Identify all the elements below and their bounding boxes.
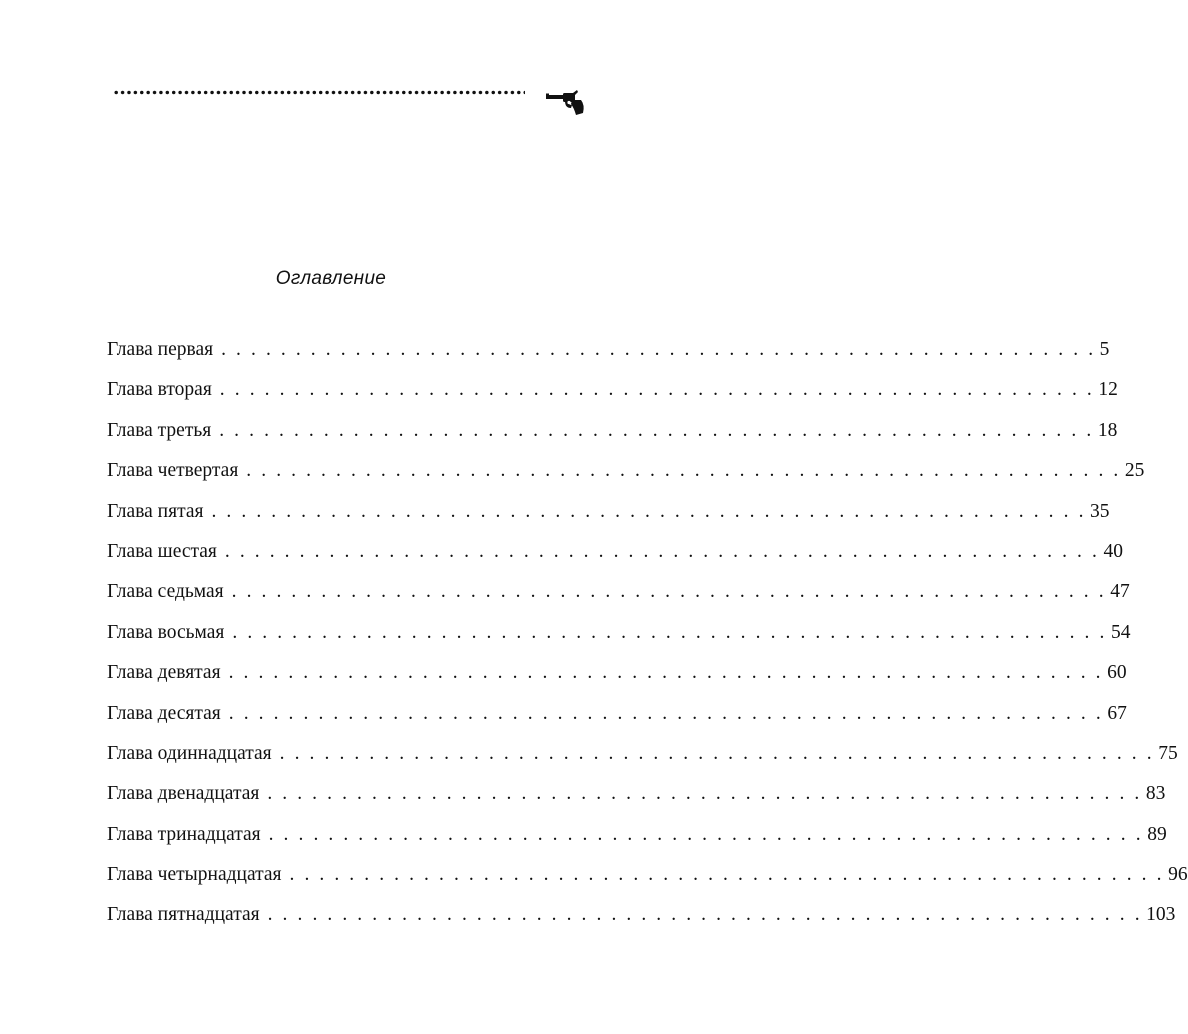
toc-entry-page: 103 [1146,904,1176,926]
toc-entry-label: Глава тринадцатая [107,823,261,845]
toc-dot-leader: . . . . . . . . . . . . . . . . . . . . . . . . . . . . . . . . . . . . . . . . . . . . . . . . . . . . . . . . . . . [219,379,1095,401]
toc-dot-leader: . . . . . . . . . . . . . . . . . . . . . . . . . . . . . . . . . . . . . . . . . . . . . . . . . . . . . . . . . . . [232,621,1107,643]
toc-entry-page: 47 [1110,581,1130,603]
toc-dot-leader: . . . . . . . . . . . . . . . . . . . . . . . . . . . . . . . . . . . . . . . . . . . . . . . . . . . . . . . . . . . [267,783,1142,805]
toc-entry-page: 89 [1147,823,1167,845]
toc-entry[interactable] [107,337,1110,377]
toc-entry-label: Глава девятая [107,662,221,684]
toc-entry-page: 83 [1145,783,1166,805]
toc-dot-leader: . . . . . . . . . . . . . . . . . . . . . . . . . . . . . . . . . . . . . . . . . . . . . . . . . . . . . . . . . . . [268,823,1144,845]
toc-entry[interactable] [107,741,1178,781]
toc-entry-label: Глава вторая [107,379,212,401]
toc-entry[interactable] [107,781,1166,821]
toc-entry[interactable] [107,902,1176,942]
toc-entry-page: 40 [1103,540,1123,562]
toc-dot-leader: . . . . . . . . . . . . . . . . . . . . . . . . . . . . . . . . . . . . . . . . . . . . . . . . . . . . . . . . . . . [231,581,1107,603]
toc-entry-label: Глава пятая [107,500,204,522]
toc-dot-leader: . . . . . . . . . . . . . . . . . . . . . . . . . . . . . . . . . . . . . . . . . . . . . . . . . . . . . . . . . . . [221,339,1096,360]
toc-entry[interactable] [107,539,1123,579]
toc-entry-label: Глава седьмая [107,581,224,603]
toc-dot-leader: . . . . . . . . . . . . . . . . . . . . . . . . . . . . . . . . . . . . . . . . . . . . . . . . . . . . . . . . . . . [267,904,1143,926]
toc-dot-leader: . . . . . . . . . . . . . . . . . . . . . . . . . . . . . . . . . . . . . . . . . . . . . . . . . . . . . . . . . . . [228,662,1104,684]
toc-entry[interactable] [107,377,1118,417]
toc-title: Оглавление [275,268,387,289]
toc-entry[interactable] [107,660,1127,700]
revolver-icon [545,89,587,117]
toc-dot-leader: . . . . . . . . . . . . . . . . . . . . . . . . . . . . . . . . . . . . . . . . . . . . . . . . . . . . . . . . . . . [219,419,1094,441]
toc-dot-leader: . . . . . . . . . . . . . . . . . . . . . . . . . . . . . . . . . . . . . . . . . . . . . . . . . . . . . . . . . . . [224,540,1100,562]
toc-entry[interactable] [107,499,1110,539]
toc-entry-label: Глава шестая [107,540,217,562]
toc-entry-page: 96 [1168,864,1188,886]
toc-entry-label: Глава восьмая [107,621,225,643]
toc-entry-page: 75 [1158,742,1178,764]
toc-entry-label: Глава четырнадцатая [107,864,282,886]
toc-entry-page: 5 [1099,339,1110,360]
toc-entry[interactable] [107,418,1118,458]
toc-entry-label: Глава десятая [107,702,221,724]
table-of-contents [107,337,1188,943]
toc-entry-page: 12 [1098,379,1118,401]
toc-dot-leader: . . . . . . . . . . . . . . . . . . . . . . . . . . . . . . . . . . . . . . . . . . . . . . . . . . . . . . . . . . . [289,864,1165,886]
toc-entry-label: Глава четвертая [107,460,239,482]
toc-dot-leader: . . . . . . . . . . . . . . . . . . . . . . . . . . . . . . . . . . . . . . . . . . . . . . . . . . . . . . . . . . . [228,702,1104,724]
toc-entry-page: 18 [1097,419,1118,441]
toc-entry-page: 60 [1107,662,1127,684]
toc-dot-leader: . . . . . . . . . . . . . . . . . . . . . . . . . . . . . . . . . . . . . . . . . . . . . . . . . . . . . . . . . . . [279,742,1155,764]
toc-entry-page: 54 [1110,621,1131,643]
toc-entry[interactable] [107,458,1145,498]
dotted-header-rule [113,90,525,95]
toc-entry-label: Глава одиннадцатая [107,742,272,764]
toc-entry-label: Глава третья [107,419,212,441]
toc-entry-page: 25 [1124,460,1145,482]
toc-entry[interactable] [107,701,1127,741]
toc-entry-page: 35 [1090,500,1110,522]
toc-entry-page: 67 [1107,702,1127,724]
toc-entry[interactable] [107,579,1130,619]
toc-entry-label: Глава двенадцатая [107,783,260,805]
toc-entry-label: Глава первая [107,339,214,360]
toc-entry[interactable] [107,822,1167,862]
toc-dot-leader: . . . . . . . . . . . . . . . . . . . . . . . . . . . . . . . . . . . . . . . . . . . . . . . . . . . . . . . . . . . [246,460,1121,482]
toc-entry[interactable] [107,620,1131,660]
toc-entry[interactable] [107,862,1188,902]
toc-entry-label: Глава пятнадцатая [107,904,260,926]
toc-dot-leader: . . . . . . . . . . . . . . . . . . . . . . . . . . . . . . . . . . . . . . . . . . . . . . . . . . . . . . . . . . . [211,500,1087,522]
